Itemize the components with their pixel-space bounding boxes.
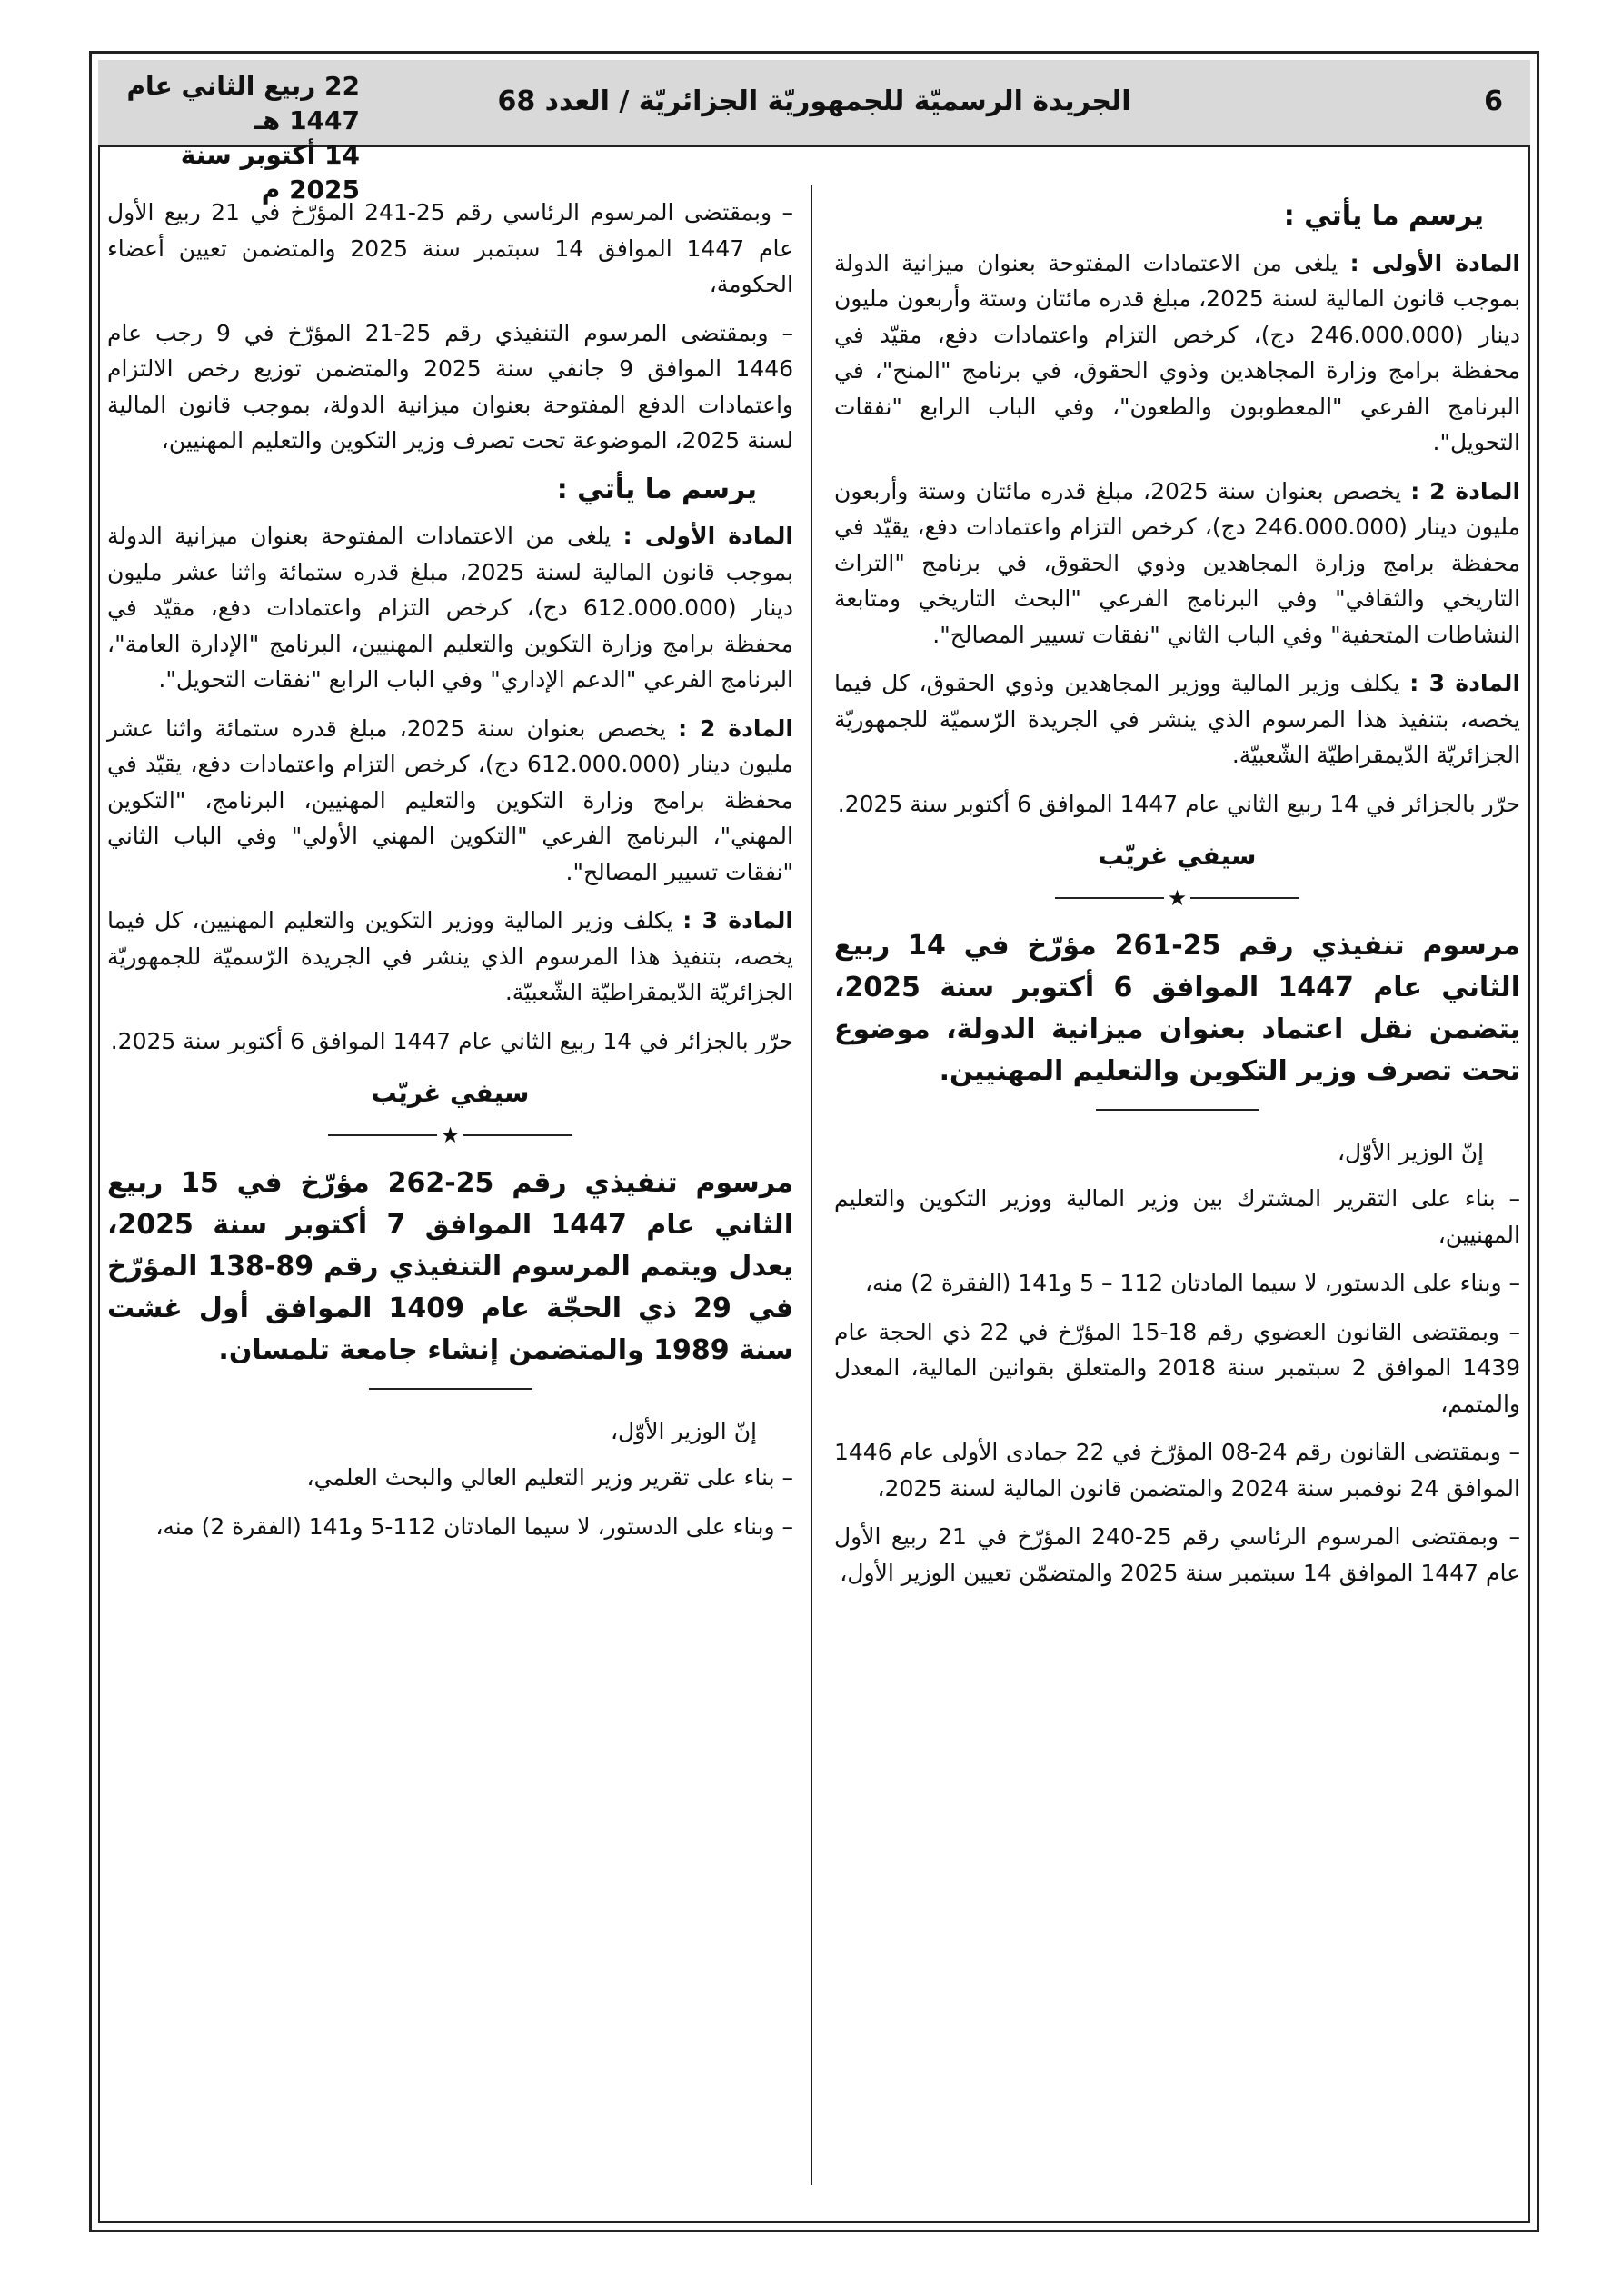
star-icon: ★ — [1167, 884, 1188, 911]
title-rule — [369, 1388, 532, 1390]
page-number: 6 — [1484, 85, 1503, 117]
title-rule — [1096, 1109, 1259, 1111]
article-text: يكلف وزير المالية ووزير التكوين والتعليم المهنيين، كل فيما يخصه، بتنفيذ هذا المرسوم الذي ينشر في الجريدة الرّسميّة للجمهوريّة الجزائريّة الدّيمقراطيّة الشّعبيّة. — [107, 907, 793, 1005]
done-at: حرّر بالجزائر في 14 ربيع الثاني عام 1447 الموافق 6 أكتوبر سنة 2025. — [110, 1027, 793, 1054]
article-label: المادة 3 : — [682, 907, 793, 933]
article-text: يخصص بعنوان سنة 2025، مبلغ قدره مائتان وستة وأربعون مليون دينار (246.000.000 دج)، كرخص التزام واعتمادات دفع، يقيّد في محفظة برامج وزارة المجاهدين وذوي الحقوق، في برنامج "التراث التاريخي والثقافي" وفي البرنامج الفرعي "البحث التاريخي ومتابعة النشاطات المتحفية" وفي الباب الثاني "نفقات تسيير المصالح". — [834, 477, 1520, 648]
visa-item: – وبمقتضى المرسوم التنفيذي رقم 25-21 المؤرّخ في 9 رجب عام 1446 الموافق 9 جانفي سنة 2025 والمتضمن توزيع رخص الالتزام واعتمادات الدفع المفتوحة بعنوان ميزانية الدولة، بموجب قانون المالية لسنة 2025، الموضوعة تحت تصرف وزير التكوين والتعليم المهنيين، — [107, 319, 794, 454]
section-separator — [107, 1124, 793, 1146]
article-text: يلغى من الاعتمادات المفتوحة بعنوان ميزانية الدولة بموجب قانون المالية لسنة 2025، مبلغ قدره ستمائة واثنا عشر مليون دينار (612.000.000 دج)، كرخص التزام واعتمادات دفع، مقيّد في محفظة برامج وزارة التكوين والتعليم المهنيين، البرنامج "الإدارة العامة"، البرنامج الفرعي "الدعم الإداري" وفي الباب الرابع "نفقات التحويل". — [107, 523, 794, 693]
decree-title: مرسوم تنفيذي رقم 25-261 مؤرّخ في 14 ربيع الثاني عام 1447 الموافق 6 أكتوبر سنة 2025، يتضمن نقل اعتماد بعنوان ميزانية الدولة، موضوع تحت تصرف وزير التكوين والتعليم المهنيين. — [834, 929, 1521, 1087]
article-2 — [107, 711, 793, 891]
done-at: حرّر بالجزائر في 14 ربيع الثاني عام 1447 الموافق 6 أكتوبر سنة 2025. — [837, 790, 1520, 817]
visa-item: – بناء على التقرير المشترك بين وزير المالية ووزير التكوين والتعليم المهنيين، — [834, 1185, 1520, 1248]
issue-date — [124, 69, 360, 207]
article-text: يلغى من الاعتمادات المفتوحة بعنوان ميزانية الدولة بموجب قانون المالية لسنة 2025، مبلغ قدره مائتان وستة وأربعون مليون دينار (246.000.000 دج)، كرخص التزام واعتمادات دفع، مقيّد في محفظة برامج وزارة المجاهدين وذوي الحقوق، في برنامج "المنح"، في البرنامج الفرعي "المعطوبون والطعون"، وفي الباب الرابع "نفقات التحويل". — [834, 249, 1521, 455]
signature: سيفي غريّب — [1098, 841, 1257, 871]
decree-heading: يرسم ما يأتي : — [1283, 200, 1484, 232]
star-icon: ★ — [440, 1122, 461, 1148]
visa-item: – وبناء على الدستور، لا سيما المادتان 112-5 و141 (الفقرة 2) منه، — [155, 1512, 793, 1540]
right-column — [834, 195, 1520, 1603]
article-label: المادة 3 : — [1409, 670, 1521, 696]
issue-date-gregorian: 14 أكتوبر سنة 2025 م — [180, 140, 360, 205]
article-label: المادة الأولى : — [622, 523, 793, 549]
visa-item: – بناء على تقرير وزير التعليم العالي والبحث العلمي، — [306, 1464, 793, 1491]
section-separator — [834, 884, 1520, 911]
prime-minister-intro: إنّ الوزير الأوّل، — [610, 1417, 757, 1444]
article-label: المادة 2 : — [678, 714, 793, 742]
prime-minister-intro: إنّ الوزير الأوّل، — [1337, 1138, 1484, 1165]
gazette-title: الجريدة الرسميّة للجمهوريّة الجزائريّة / العدد 68 — [497, 85, 1131, 117]
article-3 — [834, 665, 1520, 774]
article-label: المادة الأولى : — [1349, 249, 1520, 276]
visa-item: – وبمقتضى المرسوم الرئاسي رقم 25-240 المؤرّخ في 21 ربيع الأول عام 1447 الموافق 14 سبتمبر سنة 2025 والمتضمّن تعيين الوزير الأول، — [834, 1523, 1520, 1586]
decree-heading: يرسم ما يأتي : — [556, 473, 757, 505]
article-3 — [107, 903, 793, 1011]
article-text: يخصص بعنوان سنة 2025، مبلغ قدره ستمائة واثنا عشر مليون دينار (612.000.000 دج)، كرخص التزام واعتمادات دفع، يقيّد في محفظة برامج وزارة التكوين والتعليم المهنيين، البرنامج، "التكوين المهني"، البرنامج الفرعي "التكوين المهني الأولي" وفي الباب الثاني "نفقات تسيير المصالح". — [107, 714, 793, 885]
left-column — [107, 195, 793, 1557]
article-1 — [834, 245, 1520, 461]
article-2 — [834, 474, 1520, 654]
visa-item: – وبمقتضى المرسوم الرئاسي رقم 25-241 المؤرّخ في 21 ربيع الأول عام 1447 الموافق 14 سبتمبر سنة 2025 والمتضمن تعيين أعضاء الحكومة، — [107, 199, 794, 297]
page-header — [98, 60, 1530, 205]
column-divider — [811, 185, 812, 2185]
visa-item: – وبمقتضى القانون رقم 24-08 المؤرّخ في 22 جمادى الأولى عام 1446 الموافق 24 نوفمبر سنة 2024 والمتضمن قانون المالية لسنة 2025، — [834, 1439, 1520, 1502]
article-label: المادة 2 : — [1410, 477, 1521, 504]
signature: سيفي غريّب — [371, 1078, 530, 1108]
issue-date-hijri: 22 ربيع الثاني عام 1447 هـ — [126, 71, 360, 135]
article-text: يكلف وزير المالية ووزير المجاهدين وذوي الحقوق، كل فيما يخصه، بتنفيذ هذا المرسوم الذي ينشر في الجريدة الرّسميّة للجمهوريّة الجزائريّة الدّيمقراطيّة الشّعبيّة. — [834, 670, 1520, 768]
visa-item: – وبمقتضى القانون العضوي رقم 18-15 المؤرّخ في 22 ذي الحجة عام 1439 الموافق 2 سبتمبر سنة 2018 والمتعلق بقوانين المالية، المعدل والمتمم، — [834, 1318, 1521, 1417]
article-1 — [107, 518, 793, 698]
decree-title: مرسوم تنفيذي رقم 25-262 مؤرّخ في 15 ربيع الثاني عام 1447 الموافق 7 أكتوبر سنة 2025، يعدل ويتمم المرسوم التنفيذي رقم 89-138 المؤرّخ في 29 ذي الحجّة عام 1409 الموافق أول غشت سنة 1989 والمتضمن إنشاء جامعة تلمسان. — [107, 1166, 794, 1366]
visa-item: – وبناء على الدستور، لا سيما المادتان 112 – 5 و141 (الفقرة 2) منه، — [864, 1270, 1520, 1296]
